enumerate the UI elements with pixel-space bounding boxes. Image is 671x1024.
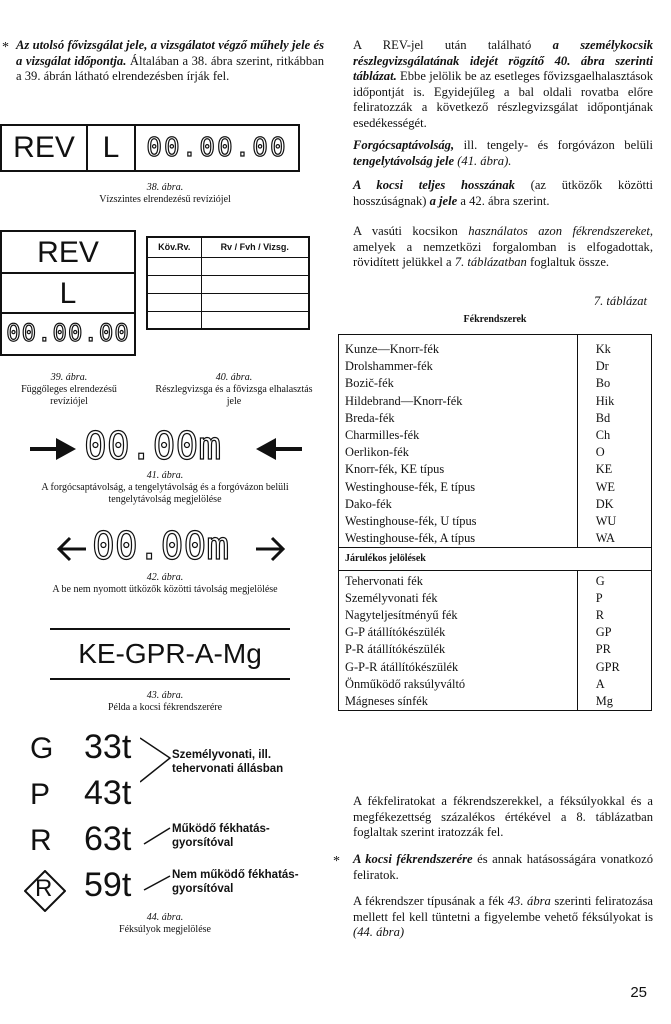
left-column [0,0,330,1024]
fig39-l: L [2,274,134,314]
fig42-sign [56,524,296,574]
brake-code: R [577,607,651,624]
left-thin-arrow-icon [56,536,86,562]
fig40-col1: Köv.Rv. [147,237,201,257]
brake-row [339,607,652,624]
intro-paragraph [16,38,324,85]
fig40-caption-block [150,372,318,408]
fig44-letter: R [35,875,53,902]
fig41-number: 41. ábra. [146,470,184,481]
brake-code: DK [577,496,651,513]
p1-bold: a személykocsik részlegvizsgálatának idejét rögzítő 40. ábra szerinti táblázat. [353,38,653,83]
paragraph-5: A fékfeliratokat a fékrendszerekkel, a féksúlyokkal és a megfékezettség százalékos értékével a 8. táblázatban foglaltak szerint iratozzák fel. [353,794,653,839]
fig43-caption-block [40,690,290,714]
table-number: 7. táblázat [593,294,647,308]
brake-name: Oerlikon-fék [345,445,409,460]
intro-rest: Általában a 38. ábra szerint, ritkábban a 39. ábrán látható elrendezésben írják fel. [16,53,325,83]
brake-name: Hildebrand—Knorr-fék [345,393,463,408]
brake-name: Bozič-fék [345,376,394,391]
page-number: 25 [630,984,647,1001]
p6-bold: A kocsi fékrendszerére [353,852,473,866]
brake-code: Ch [577,427,651,444]
brake-row [339,590,652,607]
brake-row [339,427,652,444]
brake-name: Mágneses sínfék [345,694,428,709]
brake-name: Westinghouse-fék, U típus [345,514,477,529]
p2-bold-b: tengelytávolság jele [353,153,455,168]
brake-row [339,375,652,392]
fig44-value: 33t [84,728,132,766]
fig40-number: 40. ábra. [215,372,253,383]
brake-name: Westinghouse-fék, A típus [345,531,476,546]
fig38-caption-block [40,182,290,206]
table-title: Fékrendszerek [463,314,527,325]
brake-name: Tehervonati fék [345,573,423,588]
brake-name: Charmilles-fék [345,428,420,443]
fig41-caption-block [10,470,320,506]
p7-text-b: szerinti feliratozása mellett fel kell tüntetni a figyelembe vehető féksúlyokat is [353,894,653,924]
brake-row [339,358,652,375]
paragraph-2 [353,138,653,169]
p7-text-a: A fékrendszer típusának a fék [353,894,508,908]
brake-row [339,335,652,359]
brake-row [339,659,652,676]
section-row [339,548,652,570]
brake-row [339,693,652,711]
p1-rest: Ebbe jelölik be az esetleges fővizsgaelhalasztások időpontját is. Egyidejűleg a bal oldali rovatba előre feliratozzák a következő részlegvizsgálat időpontjának esedékességét. [353,69,653,130]
p3-bold-a: A kocsi teljes hosszának [353,178,515,192]
p3-bold-b: a jele [429,193,458,208]
brake-name: G-P átállítókészülék [345,625,446,640]
fig38-number: 38. ábra. [146,182,184,193]
paragraph-4 [353,224,653,271]
p2-italic: (41. ábra). [454,153,512,168]
fig41-caption: A forgócsaptávolság, a tengelytávolság és a forgóvázon belüli tengelytávolság megjelölése [41,482,289,505]
fig44-brake-weights [0,730,330,910]
paragraph-1 [353,38,653,131]
p7-italic-b: (44. ábra) [353,925,405,939]
fig42-caption-block [10,572,320,596]
brake-name: Személyvonati fék [345,590,438,605]
brake-name: Breda-fék [345,410,395,425]
p7-italic-a: 43. ábra [507,894,551,908]
p2-text: ill. tengely- és forgóvázon belüli [454,138,653,152]
brake-name: Nagyteljesítményű fék [345,608,458,623]
p4-italic-b: 7. táblázatban [454,255,527,269]
fig39-caption-block [4,372,134,408]
fig40-col2: Rv / Fvh / Vizsg. [201,237,309,257]
fig43-sign [50,628,290,680]
brake-name: Drolshammer-fék [345,359,433,374]
fig39-date: 00.00.00 [6,319,130,347]
right-arrow-icon [30,438,76,460]
brake-code: Kk [577,335,651,359]
paragraph-3 [353,178,653,209]
brake-code: P [577,590,651,607]
fig44-caption-block [40,912,290,936]
fig39-number: 39. ábra. [50,372,88,383]
p4-text-a: A vasúti kocsikon [353,224,469,238]
fig44-number: 44. ábra. [146,912,184,923]
left-arrow-icon [256,438,302,460]
brake-row [339,444,652,461]
brake-name: Önműködő raksúlyváltó [345,676,466,691]
paragraph-6 [353,852,653,883]
fig41-value: 00.00m [84,424,222,468]
brake-code: PR [577,641,651,658]
fig44-value: 63t [84,820,132,858]
brake-name: Westinghouse-fék, E típus [345,479,476,494]
brake-code: Dr [577,358,651,375]
brake-code: G [577,570,651,590]
brake-row [339,496,652,513]
fig44-value: 43t [84,774,132,812]
brake-code: KE [577,461,651,478]
p2-bold-a: Forgócsaptávolság, [353,138,455,152]
brake-code: GPR [577,659,651,676]
brake-code: WU [577,513,651,530]
fig44-caption: Féksúlyok megjelölése [119,924,211,935]
fig42-number: 42. ábra. [146,572,184,583]
p4-italic-a: használatos azon fékrendszereket [468,224,650,238]
fig38-rev: REV [2,126,88,170]
fig38-rev-sign [0,124,300,172]
brake-row [339,393,652,410]
fig44-letter: G [30,732,54,765]
brake-name: Knorr-fék, KE típus [345,462,445,477]
brake-row [339,513,652,530]
p4-text-b: , amelyek a nemzetközi forgalomban is elfogadottak, rövidített jelükkel a [353,224,653,269]
fig39-rev: REV [2,232,134,274]
fig38-date: 00.00.00 [146,133,288,163]
right-thin-arrow-icon [256,536,286,562]
section-label: Járulékos jelölések [339,548,652,570]
brake-code: Mg [577,693,651,711]
fig40-table [146,236,310,330]
star-marker-right: * [333,854,340,869]
fig43-value: KE-GPR-A-Mg [78,638,262,669]
brake-row [339,570,652,590]
fig40-caption: Részlegvizsga és a fővizsga elhalasztás jele [155,384,313,407]
fig44-label-1: Személyvonati, ill. tehervonati állásban [172,749,284,775]
brake-code: A [577,676,651,693]
paragraph-7 [353,894,653,941]
star-marker: * [2,40,9,55]
brake-row [339,479,652,496]
brake-code: Bd [577,410,651,427]
fig42-caption: A be nem nyomott ütközők közötti távolság megjelölése [52,584,278,595]
fig44-letter: R [30,824,52,857]
brake-code: Bo [577,375,651,392]
p3-text: (az ütközők közötti hosszúságnak) [353,178,653,208]
brake-code: GP [577,624,651,641]
brake-name: Dako-fék [345,496,392,511]
fig44-label-3: Nem működő fékhatás-gyorsítóval [172,869,299,895]
fig44-letter: P [30,778,51,811]
brake-row [339,410,652,427]
fig39-caption: Függőleges elrendezésű revíziójel [21,384,117,407]
p4-text-c: foglaltuk össze. [526,255,610,269]
fig44-label-2: Működő fékhatás-gyorsítóval [172,823,270,849]
p3-rest: a 42. ábra szerint. [457,193,550,208]
fig38-l: L [88,126,136,170]
brake-name: P-R átállítókészülék [345,642,446,657]
brake-code: Hik [577,393,651,410]
intro-bold: Az utolsó fővizsgálat jele, a vizsgálatot végző műhely jele és a vizsgálat időpontja. [16,38,324,68]
brake-code: WE [577,479,651,496]
brake-row [339,676,652,693]
fig44-value: 59t [84,866,132,904]
brake-row [339,461,652,478]
brake-name: Kunze—Knorr-fék [345,342,440,356]
fig42-value: 00.00m [92,524,230,568]
brake-code: WA [577,530,651,548]
p6-rest: és annak hatásosságára vonatkozó feliratok. [353,852,653,882]
fig43-number: 43. ábra. [146,690,184,701]
brake-name: G-P-R átállítókészülék [345,659,459,674]
fig39-rev-sign [0,230,136,356]
fig43-caption: Példa a kocsi fékrendszerére [107,702,223,713]
fig38-caption: Vízszintes elrendezésű revíziójel [99,194,231,205]
brake-row [339,624,652,641]
brake-row [339,530,652,548]
p1-text: A REV-jel után található [353,38,553,52]
brake-code: O [577,444,651,461]
fig41-sign [30,424,320,474]
brake-row [339,641,652,658]
brake-systems-table [338,334,652,711]
